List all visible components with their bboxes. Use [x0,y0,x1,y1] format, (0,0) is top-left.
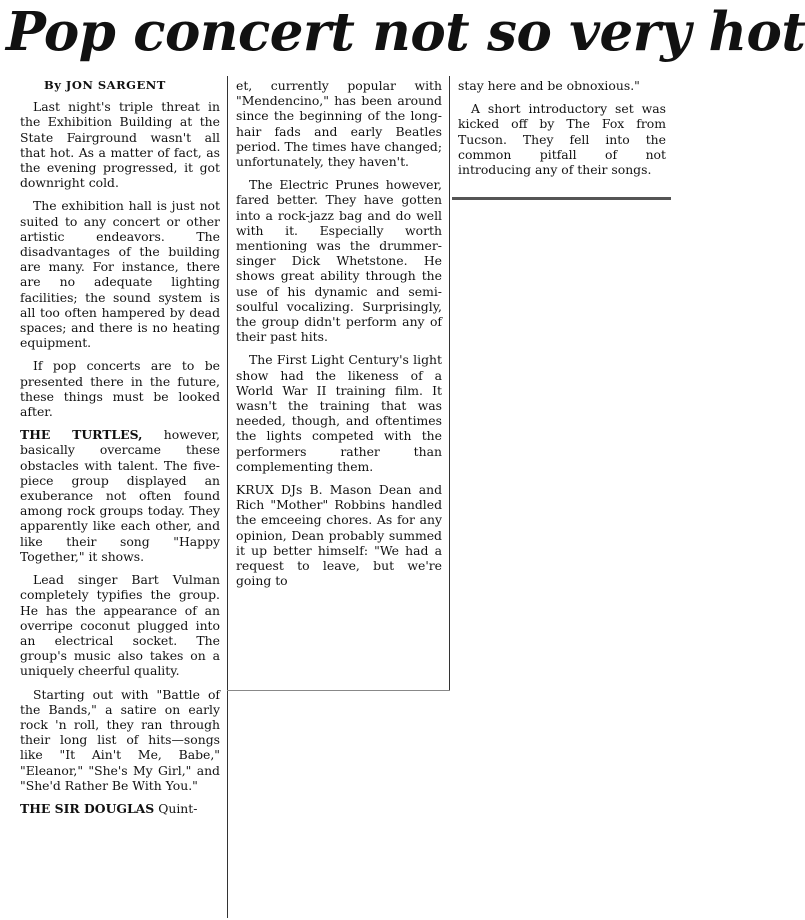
paragraph: If pop concerts are to be presented there in the future, these things must be looked after. [20,358,220,420]
paragraph: KRUX DJs B. Mason Dean and Rich "Mother" Robbins handled the emceeing chores. As for any opinion, Dean probably summed it up better himself: "We had a request to leave, but we're going to [236,482,442,589]
paragraph: A short introductory set was kicked off by The Fox from Tucson. They fell into the common pitfall of not introducing any of their songs. [458,101,666,178]
column-bottom-rule [227,690,450,691]
paragraph: stay here and be obnoxious." [458,78,640,93]
paragraph-text: however, basically overcame these obstacles with talent. The five-piece group displayed an exuberance not often found among rock groups today. They apparently like each other, and like their song "Happy Together," it shows. [20,427,220,564]
byline: By JON SARGENT [44,78,166,92]
lead-in: THE TURTLES, [20,427,143,443]
paragraph [20,801,220,816]
paragraph-text: Quint- [154,800,198,816]
paragraph: The Electric Prunes however, fared better. They have gotten into a rock-jazz bag and do well with it. Especially worth mentioning was the drummer-singer Dick Whetstone. He shows great ability through the use of his dynamic and semi-soulful vocalizing. Surprisingly, the group didn't perform any of their past hits. [236,177,442,345]
column-rule-1 [227,76,228,918]
column-2 [236,78,442,597]
column-1 [20,78,220,824]
article-end-rule [452,197,671,200]
paragraph: The exhibition hall is just not suited to any concert or other artistic endeavors. The disadvantages of the building are many. For instance, there are no adequate lighting facilities; the sound system is all too often hampered by dead spaces; and there is no heating equipment. [20,198,220,351]
headline: Pop concert not so very hot [6,1,805,63]
column-3 [458,78,666,185]
lead-in: THE SIR DOUGLAS [20,800,155,816]
paragraph: Lead singer Bart Vulman completely typifies the group. He has the appearance of an overripe coconut plugged into an electrical socket. The group's music also takes on a uniquely cheerful quality. [20,572,220,679]
paragraph: Starting out with "Battle of the Bands," a satire on early rock 'n roll, they ran through their long list of hits—songs like "It Ain't Me, Babe," "Eleanor," "She's My Girl," and "She'd Rather Be With You." [20,686,220,793]
paragraph: Last night's triple threat in the Exhibition Building at the State Fairground wasn't all that hot. As a matter of fact, as the evening progressed, it got downright cold. [20,99,220,191]
paragraph [20,427,220,564]
paragraph: The First Light Century's light show had the likeness of a World War II training film. It wasn't the training that was needed, though, and oftentimes the lights competed with the performers rather than complementing them. [236,352,442,474]
column-rule-2 [449,76,450,690]
paragraph: et, currently popular with "Mendencino," has been around since the beginning of the long-hair fads and early Beatles period. The times have changed; unfortunately, they haven't. [236,78,442,170]
